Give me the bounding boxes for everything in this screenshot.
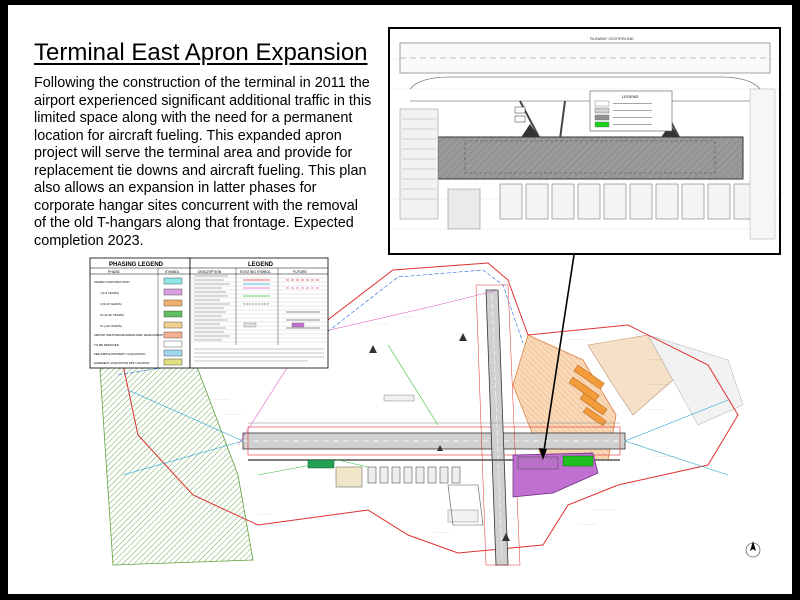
runway-label: RUNWAY CENTERLINE xyxy=(590,36,634,41)
svg-text:························: ························ xyxy=(653,454,677,458)
phasing-swatch xyxy=(164,350,182,356)
phasing-row-label: II (6-10 YEARS) xyxy=(100,302,122,306)
phasing-swatch xyxy=(164,300,182,306)
fuel-area xyxy=(563,456,593,466)
svg-text:··················: ·················· xyxy=(578,522,596,526)
phasing-swatch xyxy=(164,359,182,365)
svg-text:··········: ·········· xyxy=(403,314,413,318)
phasing-row-label: TO BE REMOVED xyxy=(94,343,119,347)
phasing-row-label: IV (+20 YEARS) xyxy=(100,324,122,328)
legend-col-future: FUTURE xyxy=(293,270,307,274)
svg-text:··············: ·············· xyxy=(258,512,272,516)
svg-text:······················: ······················ xyxy=(568,337,590,341)
phasing-row-label: AIRPORT INDUSTRIAL/BUSINESS PARK DEVELOPMENT xyxy=(94,334,164,337)
main-legend xyxy=(190,258,328,368)
phasing-row-label: UNDER CONSTRUCTION xyxy=(94,280,130,284)
svg-text:·······················: ······················· xyxy=(648,382,671,386)
phasing-swatch xyxy=(164,341,182,347)
north-arrow-icon xyxy=(746,541,760,557)
phasing-legend xyxy=(90,258,190,368)
svg-text:·················: ················· xyxy=(578,487,595,491)
svg-text:······················: ······················ xyxy=(593,507,615,511)
phasing-col-symbol: SYMBOL xyxy=(165,270,180,274)
slide xyxy=(8,5,792,594)
svg-text:················: ················ xyxy=(433,530,449,534)
inset-legend-title: LEGEND xyxy=(622,94,639,99)
svg-text:··················: ·················· xyxy=(648,407,666,411)
svg-text:···················: ··················· xyxy=(223,412,242,416)
page-title: Terminal East Apron Expansion xyxy=(34,39,368,66)
phasing-swatch xyxy=(164,322,182,328)
phasing-row-label: EASEMENT ACQUISITION RPZ / AVIATION xyxy=(94,361,150,365)
svg-text:··················: ·················· xyxy=(648,357,666,361)
project-description: Following the construction of the terminal in 2011 the airport experienced significant additional traffic in this limited space along with the need for a permanent location for aircraft fueling. This expanded apron project will serve the terminal area and provide for replacement tie downs and aircraft fueling. This plan also allows an expansion in latter phases for corporate hangar sites concurrent with the removal of the old T-hangars along that frontage. Expected completion 2023. xyxy=(34,75,372,249)
phasing-swatch xyxy=(164,278,182,284)
svg-text:················: ················ xyxy=(213,397,229,401)
phasing-row-label: FEE SIMPLE PROPERTY ACQUISITION xyxy=(94,352,146,356)
airport-layout-plan xyxy=(8,5,792,594)
phasing-row-label: I (0-5 YEARS) xyxy=(100,291,119,295)
svg-text:··········: ·········· xyxy=(378,322,388,326)
legend-title: LEGEND xyxy=(248,262,274,268)
phasing-row-label: III (11-20 YEARS) xyxy=(100,313,124,317)
phasing-swatch xyxy=(164,311,182,317)
phasing-swatch xyxy=(164,332,182,338)
phasing-legend-title: PHASING LEGEND xyxy=(109,262,164,268)
phasing-col-phase: PHASE xyxy=(108,270,120,274)
legend-col-description: DESCRIPTION xyxy=(198,270,222,274)
phasing-swatch xyxy=(164,289,182,295)
legend-col-existing: EXISTING SYMBOL xyxy=(240,270,271,274)
